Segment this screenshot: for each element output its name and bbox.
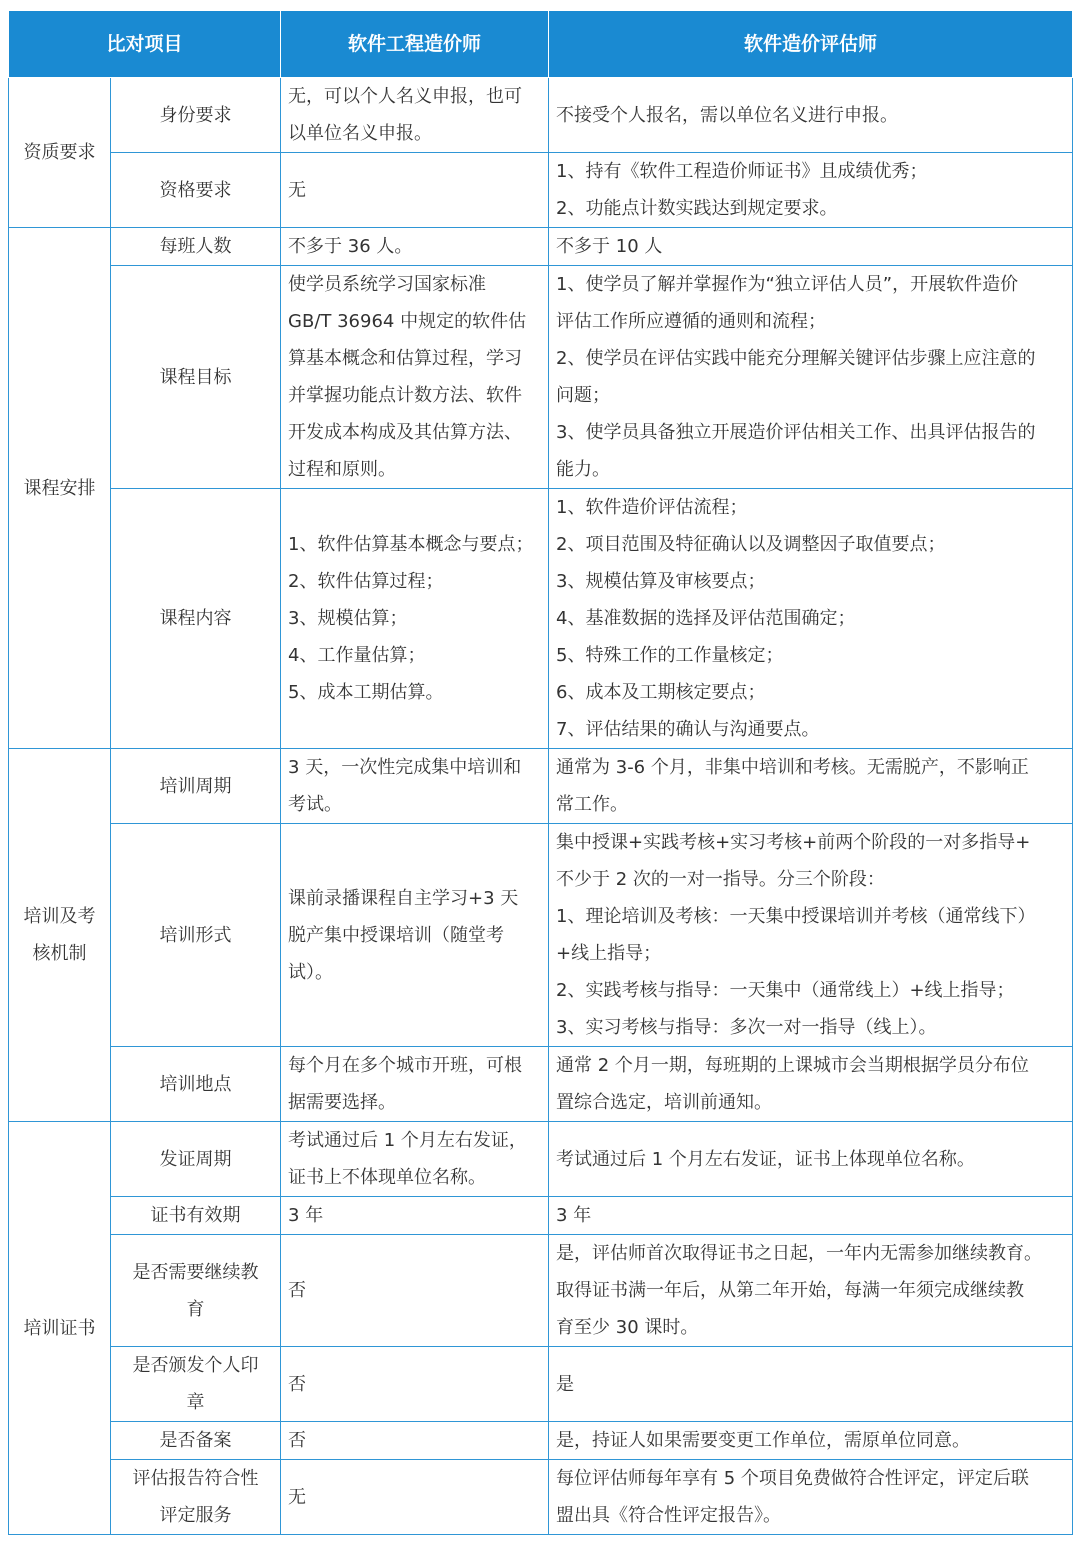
table-row [9,824,1073,1047]
header-compare-item: 比对项目 [9,11,281,78]
assessor-cell: 是 [549,1347,1073,1422]
assessor-cell: 是，评估师首次取得证书之日起，一年内无需参加继续教育。 取得证书满一年后，从第二年开始，每满一年须完成继续教 育至少 30 课时。 [549,1235,1073,1347]
header-software-engineer: 软件工程造价师 [281,11,549,78]
table-row [9,1122,1073,1197]
table-row [9,1347,1073,1422]
row-item: 培训形式 [111,824,281,1047]
assessor-cell: 1、使学员了解并掌握作为“独立评估人员”，开展软件造价 评估工作所应遵循的通则和流程； 2、使学员在评估实践中能充分理解关键评估步骤上应注意的 问题； 3、使学员具备独立开展造价评估相关工作、出具评估报告的 能力。 [549,266,1073,489]
row-item: 培训地点 [111,1047,281,1122]
engineer-cell: 3 天，一次性完成集中培训和 考试。 [281,749,549,824]
assessor-cell: 1、持有《软件工程造价师证书》且成绩优秀； 2、功能点计数实践达到规定要求。 [549,153,1073,228]
table-row [9,1047,1073,1122]
category-course: 课程安排 [9,228,111,749]
engineer-cell: 每个月在多个城市开班，可根 据需要选择。 [281,1047,549,1122]
engineer-cell: 否 [281,1422,549,1460]
table-row [9,228,1073,266]
assessor-cell: 通常为 3-6 个月，非集中培训和考核。无需脱产，不影响正 常工作。 [549,749,1073,824]
row-item: 是否备案 [111,1422,281,1460]
comparison-table [8,10,1073,1535]
engineer-cell: 无，可以个人名义申报，也可 以单位名义申报。 [281,78,549,153]
engineer-cell: 无 [281,1460,549,1535]
row-item: 每班人数 [111,228,281,266]
row-item: 评估报告符合性 评定服务 [111,1460,281,1535]
table-header-row [9,11,1073,78]
engineer-cell: 否 [281,1347,549,1422]
engineer-cell: 使学员系统学习国家标准 GB/T 36964 中规定的软件估 算基本概念和估算过程，学习 并掌握功能点计数方法、软件 开发成本构成及其估算方法、 过程和原则。 [281,266,549,489]
row-item: 课程目标 [111,266,281,489]
row-item: 培训周期 [111,749,281,824]
table-row [9,749,1073,824]
row-item: 发证周期 [111,1122,281,1197]
table-row [9,1235,1073,1347]
table-row [9,78,1073,153]
category-training: 培训及考核机制 [9,749,111,1122]
assessor-cell: 3 年 [549,1197,1073,1235]
header-software-assessor: 软件造价评估师 [549,11,1073,78]
engineer-cell: 考试通过后 1 个月左右发证， 证书上不体现单位名称。 [281,1122,549,1197]
table-row [9,1197,1073,1235]
category-certificate: 培训证书 [9,1122,111,1535]
engineer-cell: 课前录播课程自主学习+3 天 脱产集中授课培训（随堂考 试）。 [281,824,549,1047]
assessor-cell: 不接受个人报名，需以单位名义进行申报。 [549,78,1073,153]
row-item: 证书有效期 [111,1197,281,1235]
engineer-cell: 3 年 [281,1197,549,1235]
row-item: 是否颁发个人印 章 [111,1347,281,1422]
assessor-cell: 考试通过后 1 个月左右发证，证书上体现单位名称。 [549,1122,1073,1197]
table-row [9,1460,1073,1535]
table-row [9,1422,1073,1460]
assessor-cell: 每位评估师每年享有 5 个项目免费做符合性评定，评定后联 盟出具《符合性评定报告》。 [549,1460,1073,1535]
engineer-cell: 无 [281,153,549,228]
assessor-cell: 集中授课+实践考核+实习考核+前两个阶段的一对多指导+ 不少于 2 次的一对一指导。分三个阶段： 1、理论培训及考核：一天集中授课培训并考核（通常线下） +线上指导； 2、实践考核与指导：一天集中（通常线上）+线上指导； 3、实习考核与指导：多次一对一指导（线上）。 [549,824,1073,1047]
table-row [9,266,1073,489]
row-item: 身份要求 [111,78,281,153]
assessor-cell: 1、软件造价评估流程； 2、项目范围及特征确认以及调整因子取值要点； 3、规模估算及审核要点； 4、基准数据的选择及评估范围确定； 5、特殊工作的工作量核定； 6、成本及工期核定要点； 7、评估结果的确认与沟通要点。 [549,489,1073,749]
category-qualification: 资质要求 [9,78,111,228]
assessor-cell: 是，持证人如果需要变更工作单位，需原单位同意。 [549,1422,1073,1460]
assessor-cell: 通常 2 个月一期，每班期的上课城市会当期根据学员分布位 置综合选定，培训前通知。 [549,1047,1073,1122]
engineer-cell: 否 [281,1235,549,1347]
engineer-cell: 不多于 36 人。 [281,228,549,266]
row-item: 资格要求 [111,153,281,228]
table-row [9,489,1073,749]
assessor-cell: 不多于 10 人 [549,228,1073,266]
row-item: 是否需要继续教 育 [111,1235,281,1347]
engineer-cell: 1、软件估算基本概念与要点； 2、软件估算过程； 3、规模估算； 4、工作量估算； 5、成本工期估算。 [281,489,549,749]
row-item: 课程内容 [111,489,281,749]
table-row [9,153,1073,228]
